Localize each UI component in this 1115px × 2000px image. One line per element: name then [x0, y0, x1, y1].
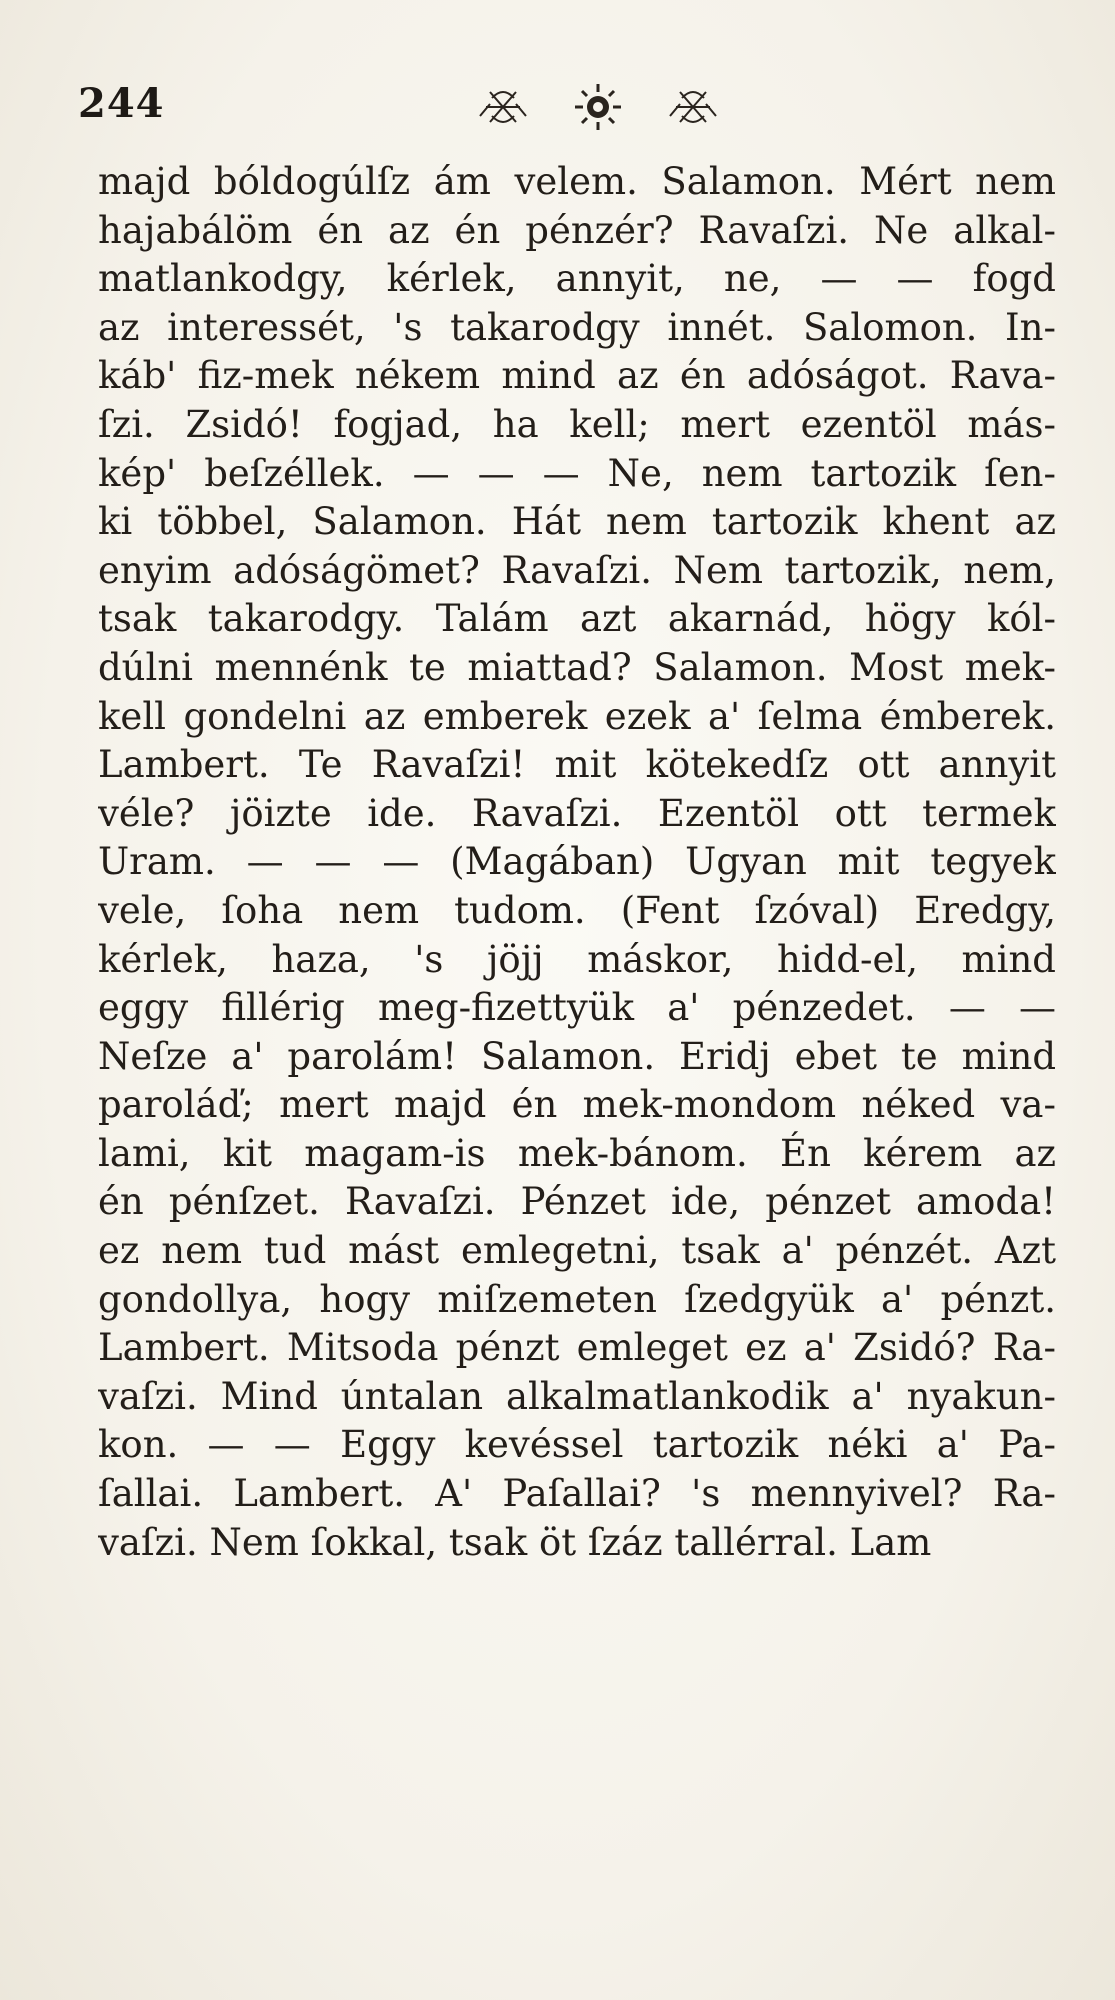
text-line: kérlek, haza, 's jöjj máskor, hidd-el, mind — [98, 937, 1056, 981]
text-line: vaſzi. Nem ſokkal, tsak öt ſzáz tallérral. Lam — [98, 1520, 932, 1564]
text-line: az interessét, 's takarodgy innét. Salomon. In- — [98, 305, 1056, 349]
text-line: Lambert. Mitsoda pénzt emleget ez a' Zsidó? Ra- — [98, 1326, 1056, 1370]
fleuron-right-icon — [670, 92, 716, 122]
body-text — [98, 158, 1056, 1567]
text-line: gondollya, hogy miſzemeten ſzedgyük a' pénzt. — [98, 1277, 1056, 1321]
text-line: Uram. — — — (Magában) Ugyan mit tegyek — [98, 840, 1056, 884]
text-line: kell gondelni az emberek ezek a' ſelma émberek. — [98, 694, 1056, 738]
text-line: Neſze a' parolám! Salamon. Eridj ebet te mind — [98, 1034, 1056, 1078]
text-line: véle? jöizte ide. Ravaſzi. Ezentöl ott termek — [98, 791, 1056, 835]
header-ornaments — [418, 80, 778, 140]
text-line: ez nem tud mást emlegetni, tsak a' pénzét. Azt — [98, 1229, 1056, 1273]
text-line: majd bóldogúlſz ám velem. Salamon. Mért nem — [98, 160, 1056, 203]
text-line: paroláď; mert majd én mek-mondom néked va- — [98, 1083, 1056, 1127]
text-line: matlankodgy, kérlek, annyit, ne, — — fogd — [98, 257, 1056, 301]
text-line: ſzi. Zsidó! fogjad, ha kell; mert ezentöl más- — [98, 402, 1056, 446]
text-line: eggy fillérig meg-fizettyük a' pénzedet. — — — [98, 986, 1056, 1030]
text-line: ſallai. Lambert. A' Paſallai? 's mennyivel? Ra- — [98, 1472, 1056, 1516]
text-line: vele, ſoha nem tudom. (Fent ſzóval) Eredgy, — [98, 888, 1056, 932]
page-header — [78, 80, 1038, 150]
text-line: vaſzi. Mind úntalan alkalmatlankodik a' nyakun- — [98, 1374, 1056, 1418]
text-line: hajabálöm én az én pénzér? Ravaſzi. Ne alkal- — [98, 208, 1056, 252]
fleuron-left-icon — [480, 92, 526, 122]
text-line: én pénſzet. Ravaſzi. Pénzet ide, pénzet amoda! — [98, 1180, 1056, 1224]
text-line: dúlni mennénk te miattad? Salamon. Most mek- — [98, 645, 1056, 689]
page-number: 244 — [78, 80, 165, 127]
text-line: kép' beſzéllek. — — — Ne, nem tartozik ſen- — [98, 451, 1056, 495]
sun-ornament-icon — [575, 84, 621, 130]
text-line: kon. — — Eggy kevéssel tartozik néki a' Pa- — [98, 1423, 1056, 1467]
text-line: tsak takarodgy. Talám azt akarnád, högy kól- — [98, 597, 1056, 641]
text-line: ki többel, Salamon. Hát nem tartozik khent az — [98, 500, 1056, 544]
text-line: enyim adóságömet? Ravaſzi. Nem tartozik, nem, — [98, 548, 1056, 592]
text-line: Lambert. Te Ravaſzi! mit kötekedſz ott annyit — [98, 743, 1056, 787]
text-line: káb' fiz-mek nékem mind az én adóságot. Rava- — [98, 354, 1056, 398]
text-line: lami, kit magam-is mek-bánom. Én kérem az — [98, 1131, 1056, 1175]
